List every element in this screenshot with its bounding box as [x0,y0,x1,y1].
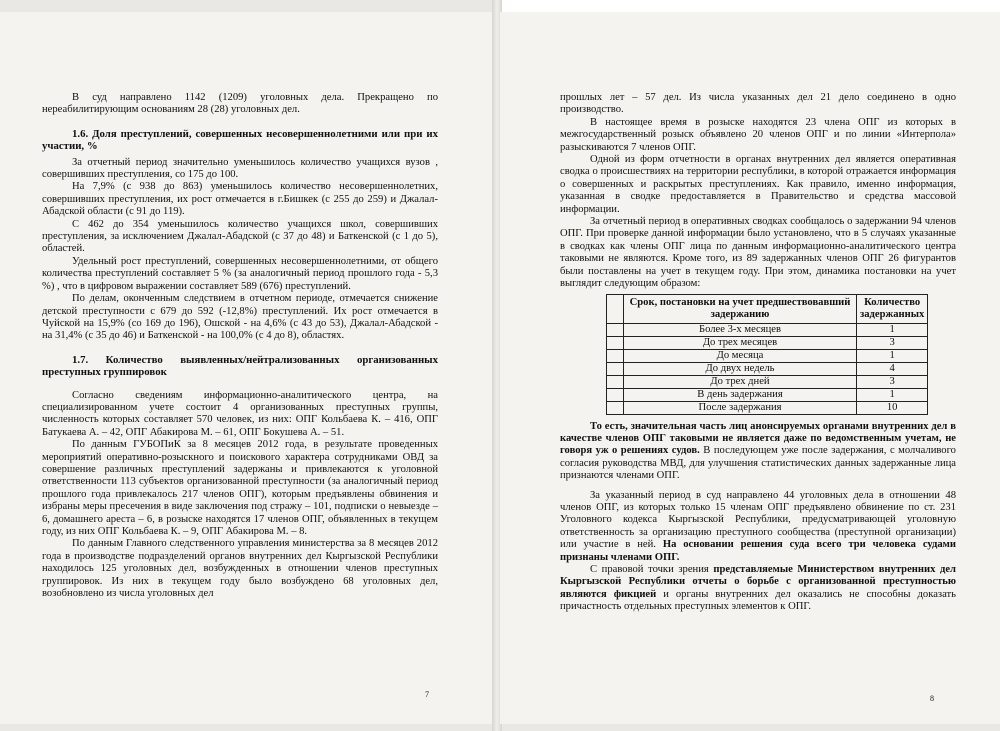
table-cell: В день задержания [624,388,857,401]
section-heading-1-7: 1.7. Количество выявленных/нейтрализованных организованных преступных группировок [42,353,438,379]
table-cell: До месяца [624,349,857,362]
paragraph: Одной из форм отчетности в органах внутренних дел является оперативная сводка о происшествиях на территории республики, в которой отражается информация о совершенных и раскрытых преступлениях. Как правило, именно информация, указанная в сводке предоставляется в Правительство и средства массовой информации. [560,154,956,215]
paragraph: В настоящее время в розыске находятся 23 члена ОПГ из которых в межгосударственный розыск объявлено 20 членов ОПГ и по линии «Интерпола» разыскиваются 7 членов ОПГ. [560,116,956,153]
table-cell: Более 3-х месяцев [624,323,857,336]
table-cell: 1 [857,323,928,336]
paragraph: прошлых лет – 57 дел. Из числа указанных дел 21 дело соединено в одно производство. [560,92,956,116]
table-cell: 10 [857,401,928,414]
final-intro: С правовой точки зрения [590,563,709,575]
table-header-cell: Количество задержанных [857,294,928,323]
table-cell: До двух недель [624,362,857,375]
court-bold-text: На основании решения суда всего три человека судами признаны членами ОПГ. [560,539,957,563]
paragraph: Удельный рост преступлений, совершенных несовершеннолетними, от общего количества преступлений составляет 5 % (за аналогичный период прошлого года - 5,3 %) , что в цифровом выражении составляет 589 (676) преступлений. [42,255,438,292]
table-header-cell: Срок, постановки на учет предшествовавший задержанию [624,294,857,323]
left-column [42,92,438,600]
court-text: За указанный период в суд направлено 44 уголовных дела в отношении 48 членов ОПГ, из которых только 15 членам ОПГ предъявлено обвинение по ст. 231 Уголовного кодекса Кыргызской Республики, предусматривающей уголовную ответственность за организацию преступного сообщества (преступной организации) или участие в ней. [560,489,956,551]
paragraph: С 462 до 354 уменьшилось количество учащихся школ, совершивших преступления, за исключением Джалал-Абадской (с 37 до 48) и Баткенской (с 1 до 5), областей. [42,218,438,255]
paragraph: На 7,9% (с 938 до 863) уменьшилось количество несовершеннолетних, совершивших преступления, их рост отмечается в г.Бишкек (с 255 до 259) и Джалал-Абадской области (с 91 до 119). [42,181,438,218]
section-heading-1-6: 1.6. Доля преступлений, совершенных несовершеннолетними или при их участии, % [42,127,438,153]
paragraph [560,421,956,483]
table-row [607,375,928,388]
paragraph: За отчетный период значительно уменьшилось количество учащихся вузов , совершивших преступления, со 175 до 100. [42,156,438,181]
page-right [500,12,1000,724]
paragraph: По данным ГУБОПиК за 8 месяцев 2012 года, в результате проведенных мероприятий оперативно-розыскного и поискового характера сотрудниками ОВД за совершение различных преступлений задержаны и привлекаются к уголовной ответственности 113 субъектов организованной преступности (за аналогичный период прошлого года привлекалось 217 членов ОПГ), которым предъявлены обвинения и избраны меры пресечения в виде заключения под стражу – 101, подписки о невыезде – 6, домашнего ареста – 6, в розыске находятся 17 членов ОПГ, объявленных в текущем году, из них ОПГ Кольбаева К. – 9, ОПГ Абакирова М. – 8. [42,439,438,537]
paragraph: В суд направлено 1142 (1209) уголовных дела. Прекращено по нереабилитирующим основаниям 28 (28) уголовных дел. [42,92,438,116]
page-left [0,12,494,724]
table-row [607,323,928,336]
table-row [607,349,928,362]
table-row [607,362,928,375]
bold-statement: То есть, значительная часть лиц анонсируемых органами внутренних дел в качестве членов ОПГ таковыми не является даже по ведомственным учетам, не говоря уж о решениях судов. [560,420,956,457]
table-row [607,401,928,414]
paragraph [560,564,956,614]
table-cell: До трех месяцев [624,336,857,349]
table-cell: 1 [857,349,928,362]
table-cell: 1 [857,388,928,401]
final-tail: и органы внутренних дел оказались не способны доказать причастность отдельных преступных элементов к ОПГ. [560,588,956,613]
paragraph [560,490,956,564]
paragraph: Согласно сведениям информационно-аналитического центра, на специализированном учете состоит 4 организованных преступных группы, численность которых составляет 570 человек, из них: ОПГ Кольбаева К. – 416, ОПГ Батукаева А. – 42, ОПГ Абакирова М. – 61, ОПГ Бокушева А. – 51. [42,389,438,438]
paragraph: По делам, оконченным следствием в отчетном периоде, отмечается снижение детской преступности с 679 до 592 (-12,8%) преступлений. Их рост отмечается в Чуйской на 15,9% (со 169 до 196), Ошской - на 4,6% (с 43 до 53), Джалал-Абадской - на 31,4% (с 35 до 46) и Баткенской - на 100,0% (с 4 до 8), областях. [42,293,438,342]
table-header-row [607,294,928,323]
paragraph: По данным Главного следственного управления министерства за 8 месяцев 2012 года в производстве подразделений органов внутренних дел Кыргызской Республики находилось 125 уголовных дел, возбужденных в отношении членов преступных группировок. Из них в текущем году было возбуждено 68 уголовных дел, возобновлено из числа уголовных дел [42,538,438,600]
page-number-right: 8 [930,694,934,703]
table-row [607,388,928,401]
statement-tail: В последующем уже после задержания, с молчаливого согласия руководства МВД, для улучшения статистических данных задержанные лица признаются членами ОПГ. [560,445,956,482]
table-cell: 3 [857,336,928,349]
final-bold-text: представляемые Министерством внутренних дел Кыргызской Республики отчеты о борьбе с организованной преступностью являются фикцией [560,563,956,600]
registration-table [606,294,928,415]
table-cell: После задержания [624,401,857,414]
page-number-left: 7 [425,690,429,699]
right-column [560,92,956,614]
table-cell: 4 [857,362,928,375]
table-cell: 3 [857,375,928,388]
paragraph: За отчетный период в оперативных сводках сообщалось о задержании 94 членов ОПГ. При проверке данной информации было установлено, что в 5 случаях указанные в сводках как члены ОПГ лица по данным информационно-аналитического центра таковыми не являются. Кроме того, из 89 задержанных членов ОПГ 26 фигурантов были поставлены на учет в текущем году. При этом, динамика постановки на учет выглядит следующим образом: [560,216,956,290]
table-cell: До трех дней [624,375,857,388]
table-row [607,336,928,349]
